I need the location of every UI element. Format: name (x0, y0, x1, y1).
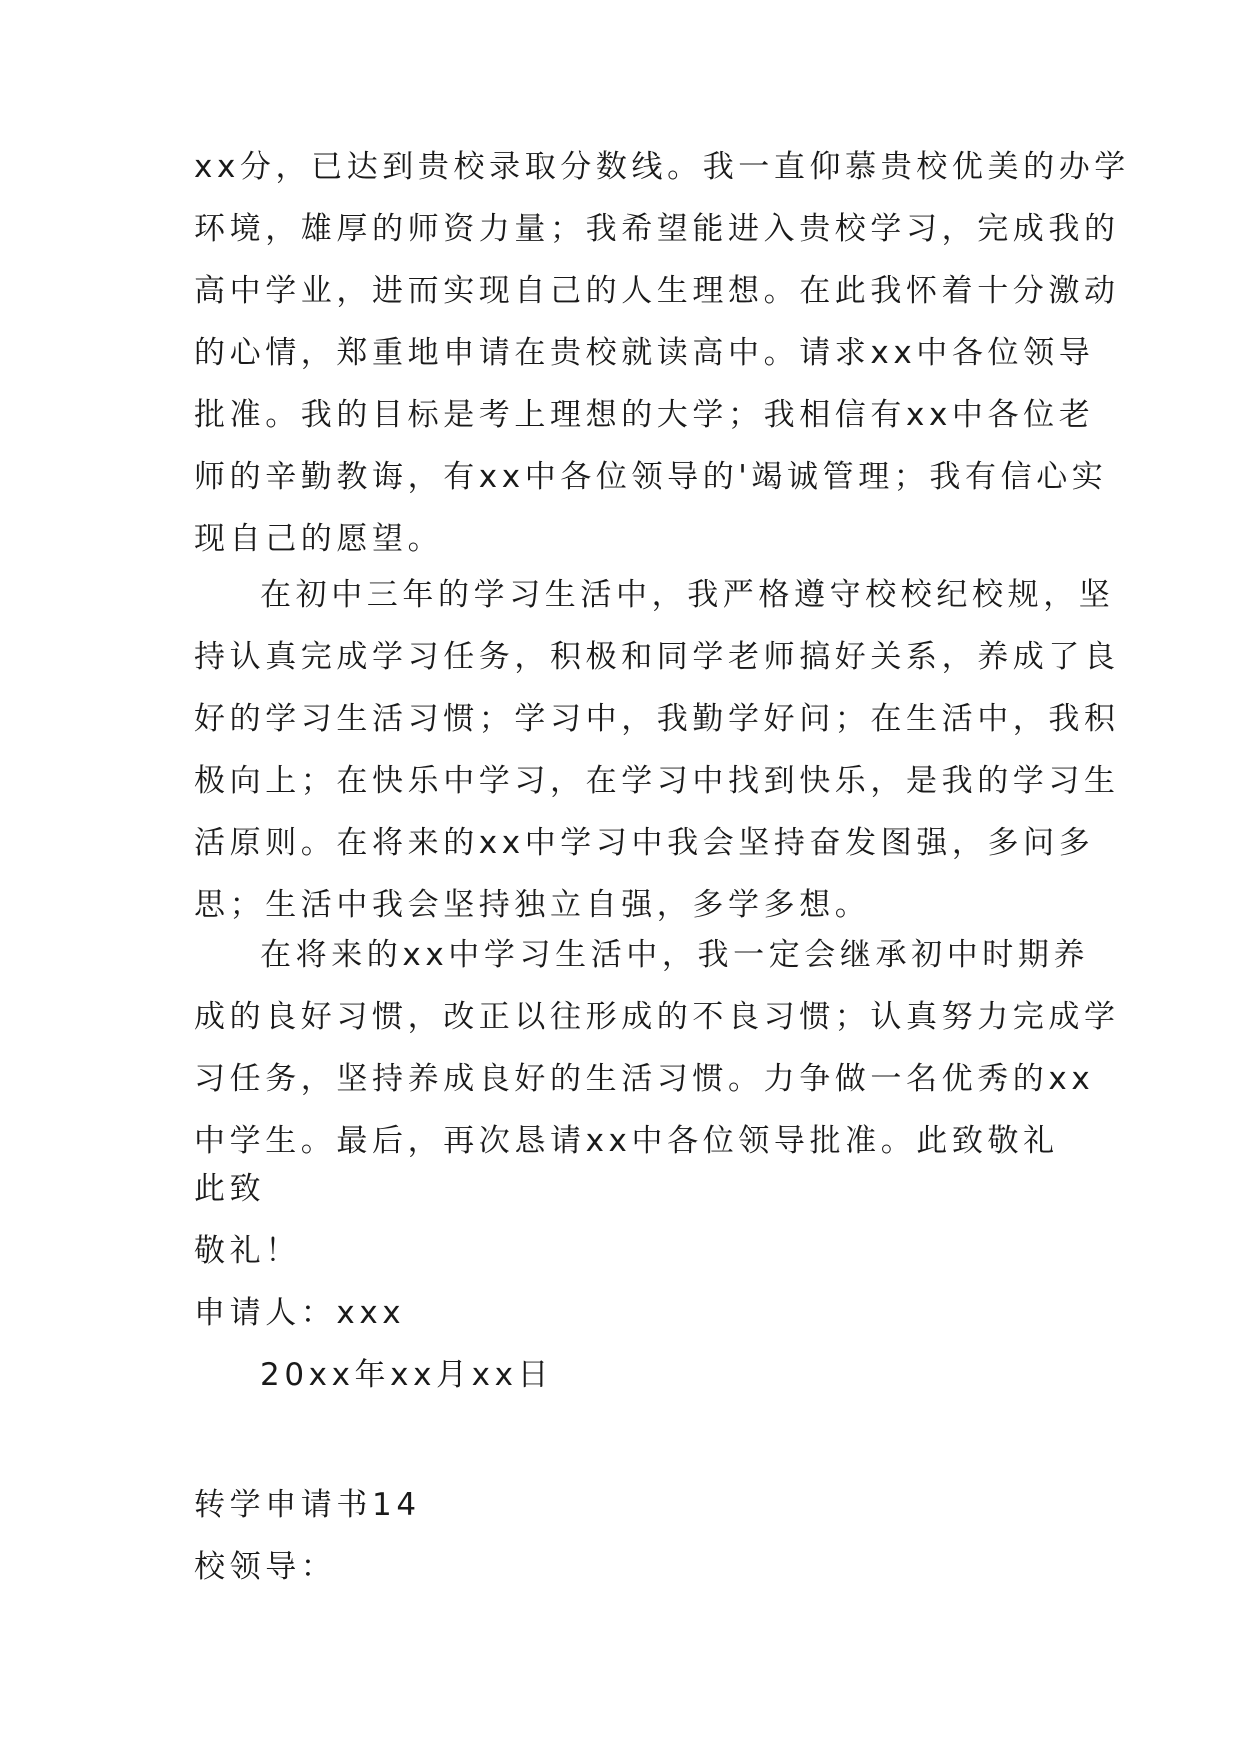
text-line: 在初中三年的学习生活中，我严格遵守校校纪校规，坚 (260, 577, 1115, 613)
text-line: 环境，雄厚的师资力量；我希望能进入贵校学习，完成我的 (194, 211, 1120, 247)
text-line: 持认真完成学习任务，积极和同学老师搞好关系，养成了良 (194, 639, 1120, 675)
paragraph-2 (194, 564, 1120, 936)
closing-regards: 敬礼！ (194, 1233, 301, 1269)
text-line: 在将来的xx中学习生活中，我一定会继承初中时期养 (260, 937, 1090, 973)
text-line: 中学生。最后，再次恳请xx中各位领导批准。此致敬礼 (194, 1123, 1059, 1159)
closing-salutation: 此致 (194, 1171, 266, 1207)
next-section (194, 1474, 1054, 1598)
text-line: 成的良好习惯，改正以往形成的不良习惯；认真努力完成学 (194, 999, 1120, 1035)
text-line: xx分，已达到贵校录取分数线。我一直仰慕贵校优美的办学 (194, 149, 1130, 185)
paragraph-3 (194, 924, 1120, 1172)
applicant-signature: 申请人：xxx (194, 1295, 406, 1331)
text-line: 师的辛勤教诲，有xx中各位领导的'竭诚管理；我有信心实 (194, 459, 1108, 495)
text-line: 的心情，郑重地申请在贵校就读高中。请求xx中各位领导 (194, 335, 1095, 371)
addressee: 校领导： (194, 1549, 337, 1585)
text-line: 好的学习生活习惯；学习中，我勤学好问；在生活中，我积 (194, 701, 1120, 737)
closing-block (194, 1158, 1054, 1406)
paragraph-1 (194, 136, 1130, 570)
text-line: 思；生活中我会坚持独立自强，多学多想。 (194, 887, 871, 923)
text-line: 现自己的愿望。 (194, 521, 444, 557)
text-line: 高中学业，进而实现自己的人生理想。在此我怀着十分激动 (194, 273, 1120, 309)
text-line: 极向上；在快乐中学习，在学习中找到快乐，是我的学习生 (194, 763, 1120, 799)
date-line: 20xx年xx月xx日 (260, 1357, 554, 1393)
section-title: 转学申请书14 (194, 1487, 421, 1523)
text-line: 批准。我的目标是考上理想的大学；我相信有xx中各位老 (194, 397, 1095, 433)
text-line: 活原则。在将来的xx中学习中我会坚持奋发图强，多问多 (194, 825, 1095, 861)
text-line: 习任务，坚持养成良好的生活习惯。力争做一名优秀的xx (194, 1061, 1095, 1097)
